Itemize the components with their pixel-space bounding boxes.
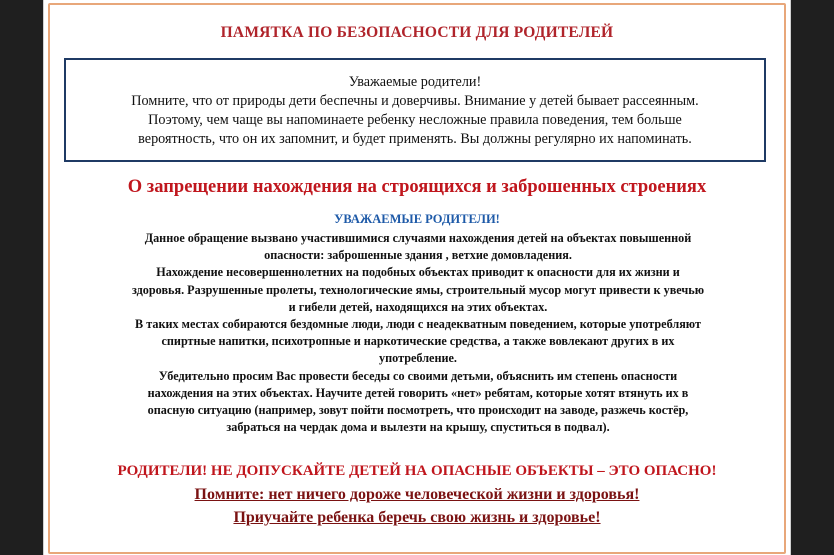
body-line: Убедительно просим Вас провести беседы со своими детьми, объяснить им степень опасности (158, 368, 678, 383)
body-line: спиртные напитки, психотропные и наркотические средства, а также вовлекают других в их (161, 334, 675, 349)
body-line: нахождения на этих объектах. Научите детей говорить «нет» ребятам, которые хотят втянуть их в (147, 385, 689, 400)
body-line: опасности: заброшенные здания , ветхие домовладения. (264, 248, 572, 263)
notice-line: вероятность, что он их запомнит, и будет применять. Вы должны регулярно их напоминать. (138, 131, 692, 147)
memo-title: ПАМЯТКА ПО БЕЗОПАСНОСТИ ДЛЯ РОДИТЕЛЕЙ (220, 24, 614, 41)
memo-page (44, 0, 790, 555)
body-line: и гибели детей, находящихся на этих объектах. (288, 299, 548, 314)
body-line: забраться на чердак дома и вылезти на крышу, спуститься в подвал). (226, 420, 610, 435)
section-salutation: УВАЖАЕМЫЕ РОДИТЕЛИ! (334, 212, 500, 226)
notice-greeting: Уважаемые родители! (348, 74, 482, 90)
warning-text: РОДИТЕЛИ! НЕ ДОПУСКАЙТЕ ДЕТЕЙ НА ОПАСНЫЕ ОБЪЕКТЫ – ЭТО ОПАСНО! (117, 463, 717, 479)
teach-text: Приучайте ребенка беречь свою жизнь и здоровье! (233, 509, 601, 526)
section-heading: О запрещении нахождения на строящихся и заброшенных строениях (127, 177, 707, 197)
notice-line: Поэтому, чем чаще вы напоминаете ребенку несложные правила поведения, тем больше (148, 112, 682, 128)
body-line: В таких местах собираются бездомные люди, люди с неадекватным поведением, которые употребляют (135, 317, 701, 332)
body-line: употребление. (379, 351, 457, 366)
notice-box (64, 58, 766, 162)
remember-text: Помните: нет ничего дороже человеческой жизни и здоровья! (194, 486, 640, 503)
body-line: Нахождение несовершеннолетних на подобных объектах приводит к опасности для их жизни и (156, 265, 680, 280)
notice-line: Помните, что от природы дети беспечны и доверчивы. Внимание у детей бывает рассеянным. (131, 93, 699, 109)
section-body (62, 230, 774, 436)
body-line: Данное обращение вызвано участившимися случаями нахождения детей на объектах повышенной (144, 231, 692, 245)
body-line: опасную ситуацию (например, зовут пойти посмотреть, что происходит на заводе, разжечь костёр, (147, 403, 689, 418)
body-line: здоровья. Разрушенные пролеты, технологические ямы, строительный мусор могут привести к увечью (131, 282, 705, 297)
